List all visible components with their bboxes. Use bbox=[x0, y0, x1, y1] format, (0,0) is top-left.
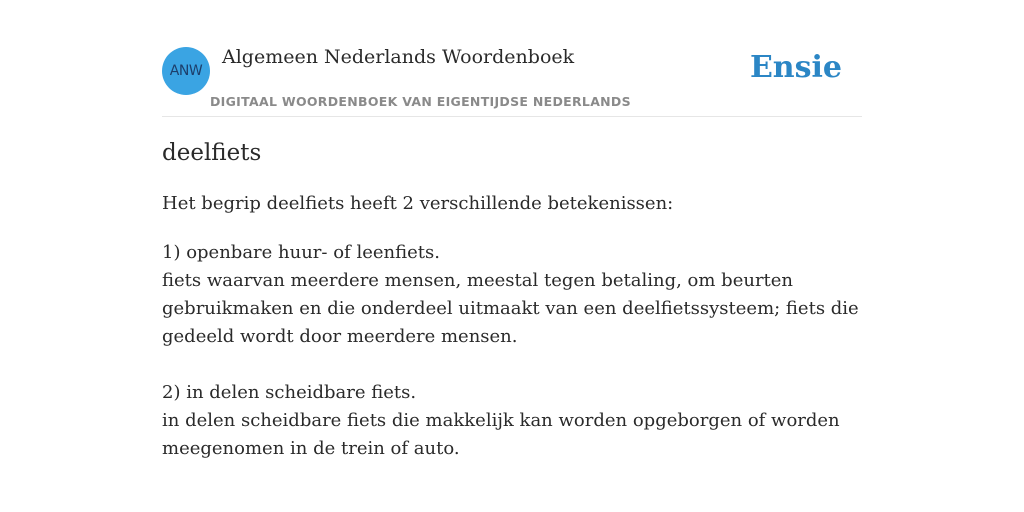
headword: deelfiets bbox=[162, 140, 262, 166]
anw-logo[interactable] bbox=[162, 47, 210, 95]
meaning-definition-line: in delen scheidbare fiets die makkelijk kan worden opgeborgen of worden bbox=[162, 410, 840, 431]
logo-text: ANW bbox=[169, 63, 203, 79]
meanings-list bbox=[162, 239, 862, 491]
meaning-label: 1) openbare huur- of leenfiets. bbox=[162, 242, 440, 263]
meaning-definition-line: gedeeld wordt door meerdere mensen. bbox=[162, 326, 518, 347]
ensie-brand-link[interactable]: Ensie bbox=[749, 50, 842, 85]
site-subtitle: DIGITAAL WOORDENBOEK VAN EIGENTIJDSE NEDERLANDS bbox=[210, 94, 631, 109]
site-title[interactable]: Algemeen Nederlands Woordenboek bbox=[222, 46, 575, 68]
meaning-definition-line: gebruikmaken en die onderdeel uitmaakt van een deelfietssysteem; fiets die bbox=[162, 298, 859, 319]
meaning-definition-line: meegenomen in de trein of auto. bbox=[162, 438, 460, 459]
meaning-definition-line: fiets waarvan meerdere mensen, meestal tegen betaling, om beurten bbox=[162, 270, 794, 291]
meaning-item bbox=[162, 379, 862, 463]
meaning-label: 2) in delen scheidbare fiets. bbox=[162, 382, 417, 403]
intro-text: Het begrip deelfiets heeft 2 verschillende betekenissen: bbox=[162, 193, 674, 214]
meaning-item bbox=[162, 239, 862, 351]
header bbox=[162, 0, 862, 117]
dictionary-card bbox=[162, 0, 862, 459]
